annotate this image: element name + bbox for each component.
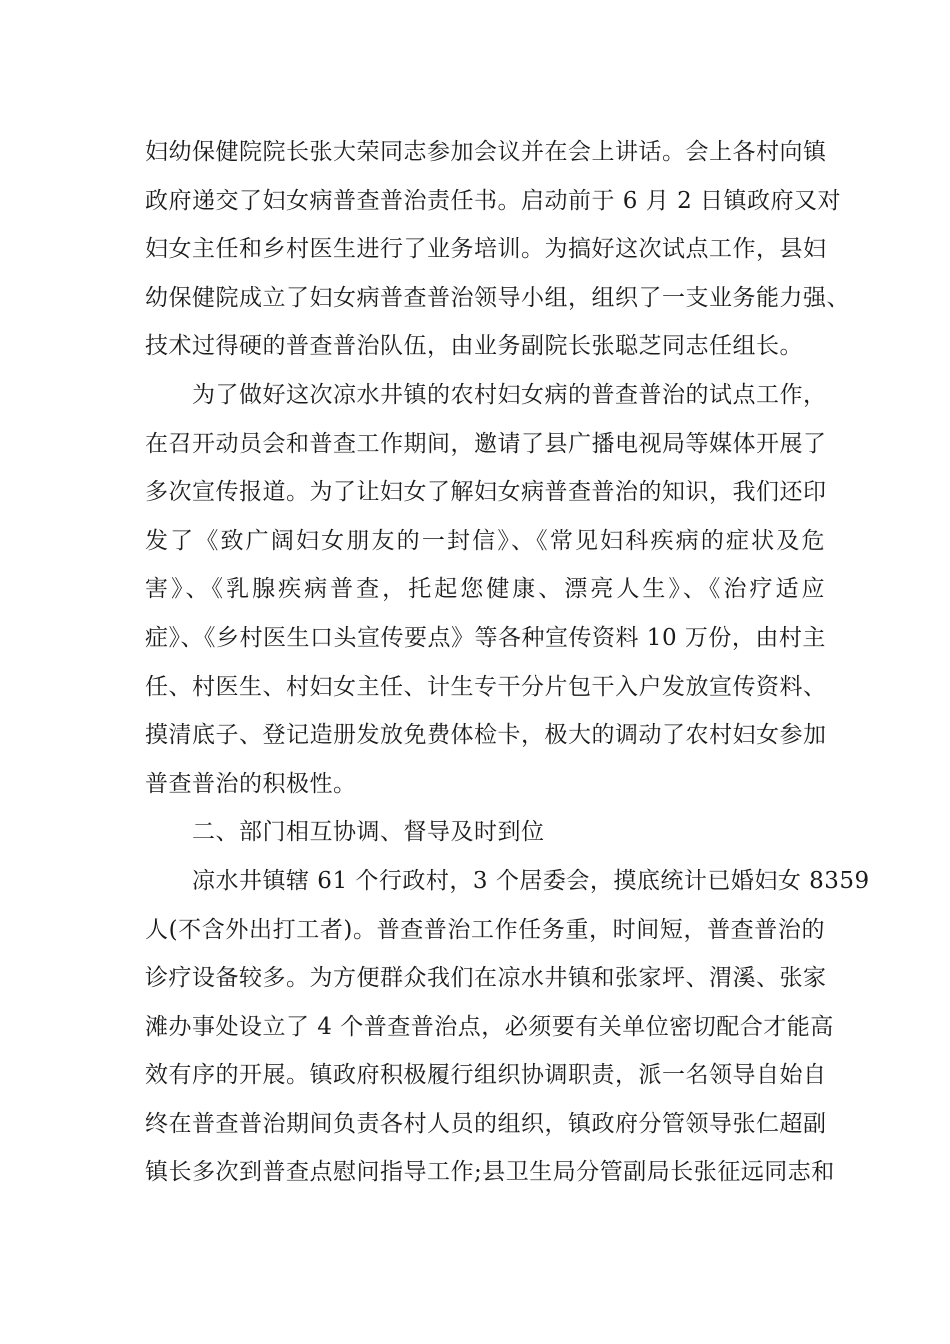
text-line: 发了《致广阔妇女朋友的一封信》、《常见妇科疾病的症状及危 (145, 527, 825, 554)
text-line: 滩办事处设立了 4 个普查普治点，必须要有关单位密切配合才能高 (145, 1013, 834, 1040)
text-line: 妇女主任和乡村医生进行了业务培训。为搞好这次试点工作，县妇 (145, 236, 827, 263)
text-line: 终在普查普治期间负责各村人员的组织，镇政府分管领导张仁超副 (145, 1110, 827, 1137)
text-line: 政府递交了妇女病普查普治责任书。启动前于 6 月 2 日镇政府又对 (145, 187, 842, 214)
text-line: 镇长多次到普查点慰问指导工作;县卫生局分管副局长张征远同志和 (145, 1159, 835, 1186)
text-line: 任、村医生、村妇女主任、计生专干分片包干入户发放宣传资料、 (145, 673, 827, 700)
text-line: 在召开动员会和普查工作期间，邀请了县广播电视局等媒体开展了 (145, 430, 827, 457)
body-text (145, 128, 870, 1197)
text-line: 症》、《乡村医生口头宣传要点》等各种宣传资料 10 万份，由村主 (145, 624, 826, 651)
text-line: 效有序的开展。镇政府积极履行组织协调职责，派一名领导自始自 (145, 1062, 827, 1089)
text-line: 凉水井镇辖 61 个行政村，3 个居委会，摸底统计已婚妇女 8359 (192, 867, 870, 894)
text-line: 害》、《乳腺疾病普查，托起您健康、漂亮人生》、《治疗适应 (145, 576, 825, 603)
text-line: 妇幼保健院院长张大荣同志参加会议并在会上讲话。会上各村向镇 (145, 139, 827, 165)
section-heading: 二、部门相互协调、督导及时到位 (192, 819, 545, 846)
text-line: 多次宣传报道。为了让妇女了解妇女病普查普治的知识，我们还印 (145, 479, 827, 506)
text-line: 为了做好这次凉水井镇的农村妇女病的普查普治的试点工作， (192, 381, 827, 408)
text-line: 普查普治的积极性。 (145, 770, 357, 797)
text-line: 摸清底子、登记造册发放免费体检卡，极大的调动了农村妇女参加 (145, 722, 827, 749)
text-line: 诊疗设备较多。为方便群众我们在凉水井镇和张家坪、渭溪、张家 (145, 965, 827, 992)
text-line: 人(不含外出打工者)。普查普治工作任务重，时间短，普查普治的 (145, 916, 825, 943)
text-line: 技术过得硬的普查普治队伍，由业务副院长张聪芝同志任组长。 (145, 333, 803, 360)
text-line: 幼保健院成立了妇女病普查普治领导小组，组织了一支业务能力强、 (145, 284, 850, 311)
